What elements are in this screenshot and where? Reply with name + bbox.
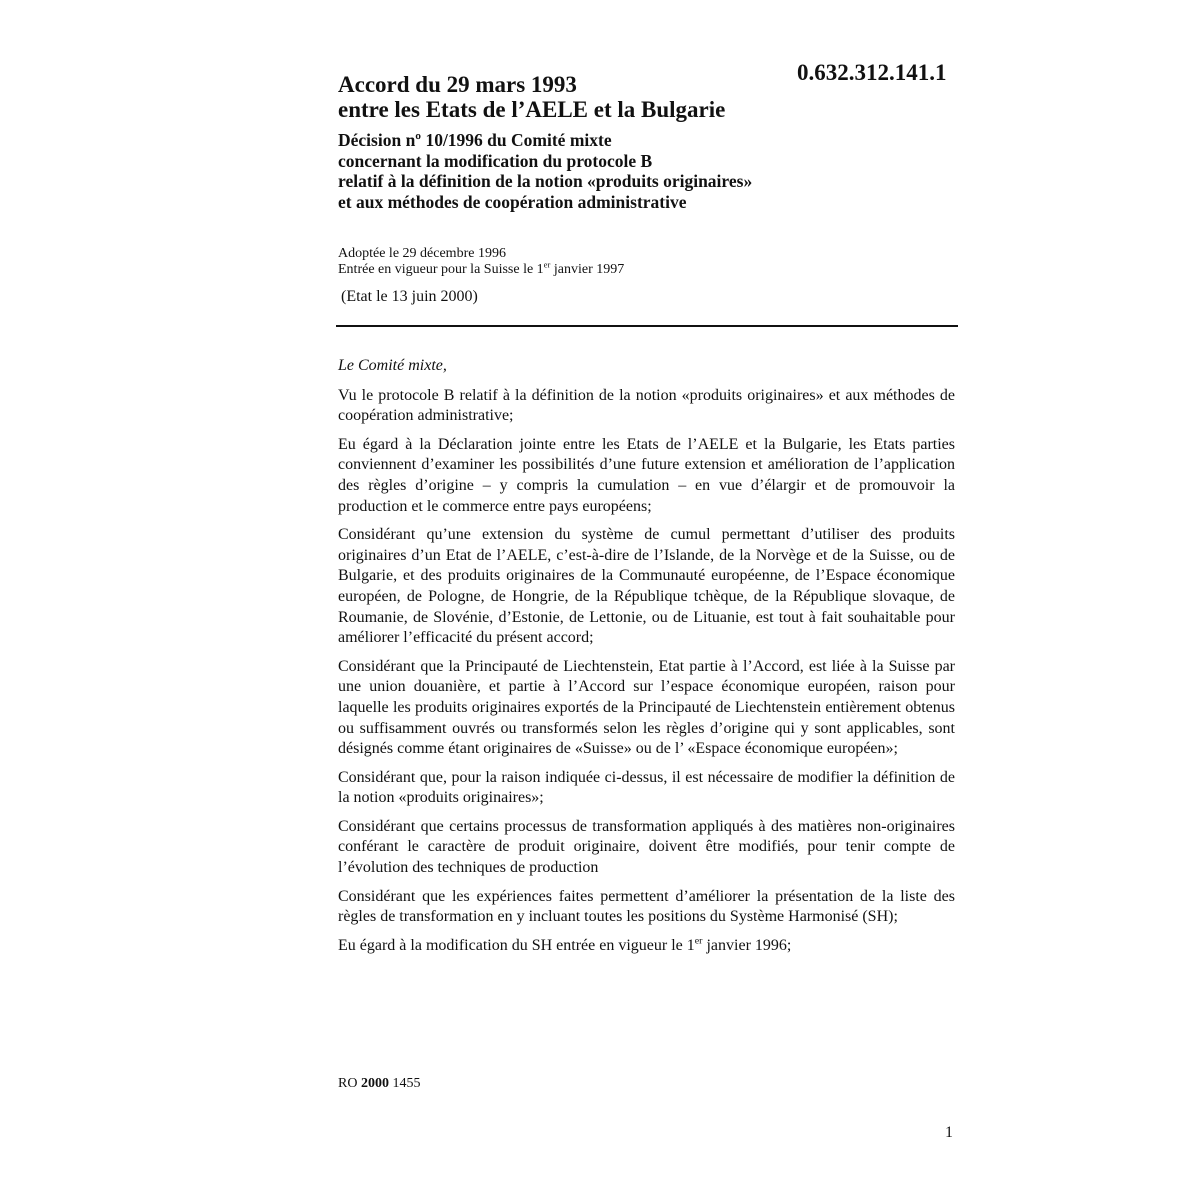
opening-line: Le Comité mixte, xyxy=(338,357,447,374)
sr-number: 0.632.312.141.1 xyxy=(797,60,947,85)
ro-year: 2000 xyxy=(360,1076,389,1091)
recital-paragraph: Eu égard à la Déclaration jointe entre les Etats de l’AELE et la Bulgarie, les Etats parties conviennent d’examiner les possibilités d’une future extension et amélioration de l’application des règles d’origine – y compris la cumulation – en vue d’élargir et de promouvoir la production et le commerce entre pays européens; xyxy=(338,435,955,515)
dates-block xyxy=(338,246,624,278)
entry-sup: er xyxy=(543,259,551,270)
decision-line: relatif à la définition de la notion «produits originaires» xyxy=(338,171,753,191)
document-body xyxy=(338,356,955,964)
recital-paragraph: Considérant que, pour la raison indiquée ci-dessus, il est nécessaire de modifier la définition de la notion «produits originaires»; xyxy=(338,768,955,807)
recital-paragraph: Considérant qu’une extension du système de cumul permettant d’utiliser des produits originaires d’un Etat de l’AELE, c’est-à-dire de l’Islande, de la Norvège et de la Suisse, ou de Bulgarie, et des produits originaires de la Communauté européenne, de l’Espace économique européen, de Pologne, de Hongrie, de la République tchèque, de la République slovaque, de Roumanie, de Slovénie, d’Estonie, de Lettonie, ou de Lituanie, est tout à fait souhaitable pour améliorer l’efficacité du présent accord; xyxy=(338,526,955,647)
ro-page: 1455 xyxy=(388,1076,421,1091)
ro-reference xyxy=(338,1076,420,1092)
page-number: 1 xyxy=(945,1124,953,1141)
recital-paragraph: Vu le protocole B relatif à la définition de la notion «produits originaires» et aux méthodes de coopération administrative; xyxy=(338,386,955,425)
recital-paragraph: Considérant que certains processus de transformation appliqués à des matières non-originaires conférant le caractère de produit originaire, doivent être modifiés, pour tenir compte de l’évolution des techniques de production xyxy=(338,817,955,877)
divider-rule xyxy=(336,325,958,327)
entry-text-end: janvier 1997 xyxy=(550,262,625,277)
recital-paragraph: Considérant que les expériences faites permettent d’améliorer la présentation de la liste des règles de transformation en y incluant toutes les positions du Système Harmonisé (SH); xyxy=(338,887,955,926)
ro-label: RO xyxy=(338,1076,361,1091)
title-line: entre les Etats de l’AELE et la Bulgarie xyxy=(338,97,726,122)
decision-title xyxy=(338,130,752,212)
decision-line: concernant la modification du protocole B xyxy=(338,150,653,171)
recital-paragraph: Considérant que la Principauté de Liechtenstein, Etat partie à l’Accord, est liée à la Suisse par une union douanière, et partie à l’Accord sur l’espace économique européen, raison pour laquelle les produits originaires exportés de la Principauté de Liechtenstein entièrement obtenus ou suffisamment ouvrés ou transformés selon les règles d’origine qui y sont applicables, sont désignés comme étant originaires de «Suisse» ou de l’ «Espace économique européen»; xyxy=(338,657,955,758)
adoption-date: Adoptée le 29 décembre 1996 xyxy=(338,246,506,261)
recital-text-end: janvier 1996; xyxy=(702,936,792,954)
recital-sup: er xyxy=(694,935,703,947)
title-line: Accord du 29 mars 1993 xyxy=(338,72,577,97)
entry-text: Entrée en vigueur pour la Suisse le 1 xyxy=(338,262,544,277)
decision-line: Décision nº 10/1996 du Comité mixte xyxy=(338,130,612,150)
entry-into-force xyxy=(338,259,625,278)
recital-paragraph xyxy=(338,936,955,957)
document-title xyxy=(338,72,725,122)
decision-line: et aux méthodes de coopération administrative xyxy=(338,191,687,212)
recital-text: Eu égard à la modification du SH entrée en vigueur le 1 xyxy=(338,936,695,954)
status-date: (Etat le 13 juin 2000) xyxy=(341,288,478,305)
